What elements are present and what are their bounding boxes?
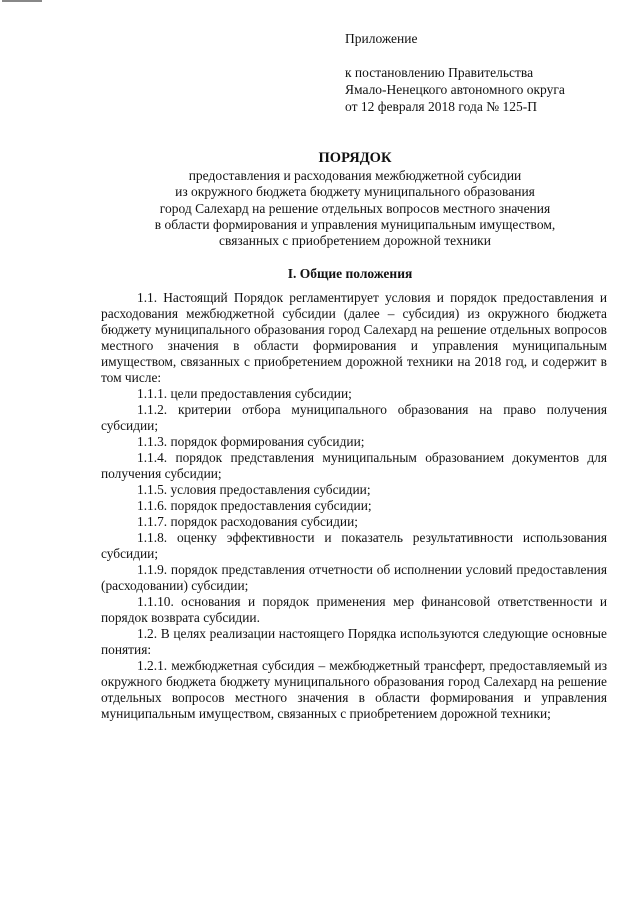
document-subtitle-line: из окружного бюджета бюджету муниципального образования: [175, 184, 535, 200]
appendix-title: Приложение: [345, 31, 418, 46]
document-subtitle-line: город Салехард на решение отдельных вопросов местного значения: [159, 200, 551, 216]
paragraph-1-1-3: 1.1.3. порядок формирования субсидии;: [137, 434, 365, 449]
document-subtitle-line: связанных с приобретением дорожной техники: [219, 233, 491, 249]
scan-edge-mark: [2, 0, 42, 2]
document-subtitle-line: в области формирования и управления муниципальным имуществом,: [154, 216, 556, 232]
appendix-line-2: Ямало-Ненецкого автономного округа: [345, 82, 565, 97]
paragraph-1-1-6: 1.1.6. порядок предоставления субсидии;: [137, 498, 372, 513]
paragraph-1-1-9: 1.1.9. порядок представления отчетности об исполнении условий предоставления (расходовании) субсидии;: [101, 562, 607, 593]
paragraph-1-1-8: 1.1.8. оценку эффективности и показатель результативности использования субсидии;: [101, 530, 607, 561]
document-title-block: [90, 150, 620, 249]
paragraph-1-1-1: 1.1.1. цели предоставления субсидии;: [137, 386, 352, 401]
appendix-line-1: к постановлению Правительства: [345, 65, 534, 80]
appendix-block: [345, 30, 615, 115]
paragraph-1-2-1: 1.2.1. межбюджетная субсидия – межбюджетный трансферт, предоставляемый из окружного бюджета бюджету муниципального образования город Салехард на решение отдельных вопросов местного значения в области формирования и управления муниципальным имуществом, связанных с приобретением дорожной техники;: [101, 658, 607, 721]
paragraph-1-1: 1.1. Настоящий Порядок регламентирует условия и порядок предоставления и расходования межбюджетной субсидии (далее – субсидия) из окружного бюджета бюджету муниципального образования город Салехард на решение отдельных вопросов местного значения в области формирования и управления муниципальным имуществом, связанных с приобретением дорожной техники на 2018 год, и содержит в том числе:: [101, 290, 607, 385]
document-title: ПОРЯДОК: [318, 150, 392, 166]
appendix-line-3: от 12 февраля 2018 года № 125-П: [345, 99, 537, 114]
paragraph-1-1-10: 1.1.10. основания и порядок применения мер финансовой ответственности и порядок возврата субсидии.: [101, 594, 607, 625]
paragraph-1-1-7: 1.1.7. порядок расходования субсидии;: [137, 514, 358, 529]
paragraph-1-1-4: 1.1.4. порядок представления муниципальным образованием документов для получения субсидии;: [101, 450, 607, 481]
document-subtitle-line: предоставления и расходования межбюджетной субсидии: [188, 168, 522, 184]
paragraph-1-1-2: 1.1.2. критерии отбора муниципального образования на право получения субсидии;: [101, 402, 607, 433]
section-heading: I. Общие положения: [287, 266, 413, 281]
section-body: [101, 290, 607, 722]
paragraph-1-2: 1.2. В целях реализации настоящего Порядка используются следующие основные понятия:: [101, 626, 607, 657]
paragraph-1-1-5: 1.1.5. условия предоставления субсидии;: [137, 482, 371, 497]
